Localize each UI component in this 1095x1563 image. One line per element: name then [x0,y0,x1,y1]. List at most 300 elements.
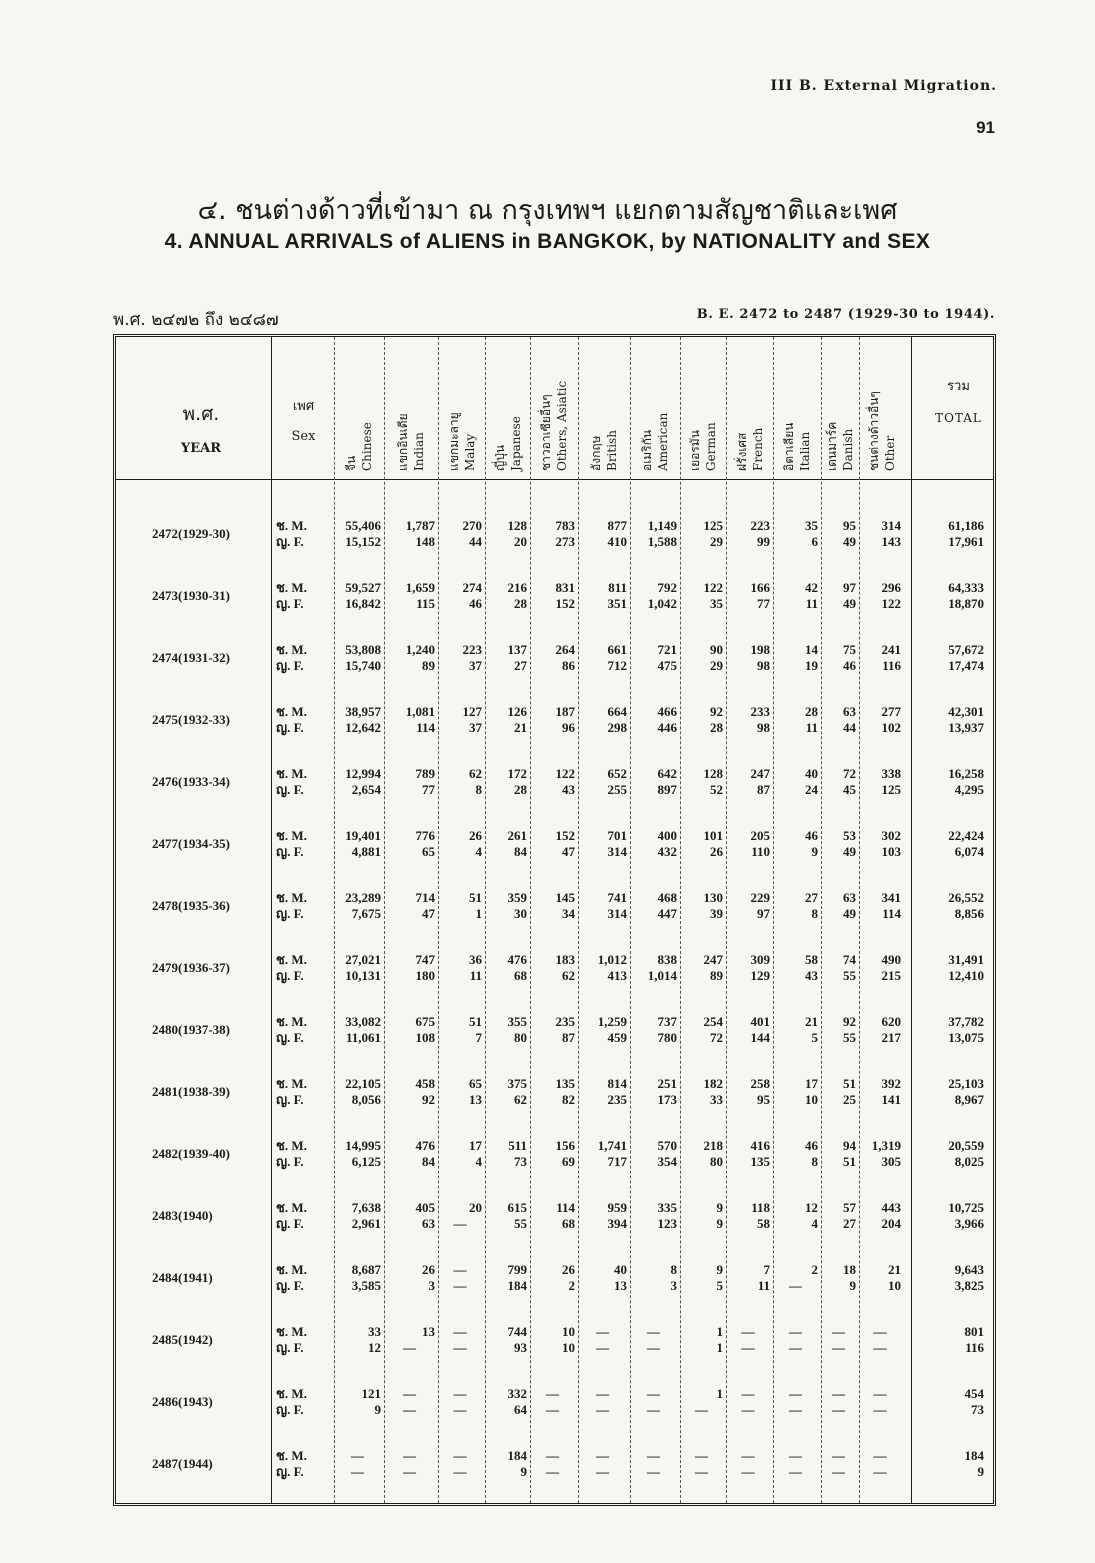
value-female: 46 [843,658,856,673]
value-male: 1 [716,1386,723,1401]
data-cell [384,580,435,612]
value-male: 63 [843,704,856,719]
value-male: 31,491 [948,952,984,967]
value-female: 712 [607,658,627,673]
value-female: — [741,1340,755,1355]
data-cell [578,1324,627,1356]
value-female: 37 [469,658,482,673]
value-male: 28 [805,704,818,719]
value-female: — [596,1402,609,1417]
value-male: 8,687 [351,1262,381,1277]
data-cell [726,518,770,550]
data-cell [680,1014,723,1046]
value-female: 8 [811,1154,818,1169]
data-cell [821,518,856,550]
value-female: 86 [562,658,575,673]
value-female: 3,585 [351,1278,381,1293]
value-male: 72 [843,766,856,781]
column-header [384,347,438,471]
page-number: 91 [976,118,995,137]
data-cell [384,1014,435,1046]
value-male: 95 [843,518,856,533]
data-cell [578,1262,627,1294]
sex-label-female: ญ. F. [276,968,304,983]
data-cell [726,1014,770,1046]
value-female: — [695,1464,708,1479]
table-row [116,1076,993,1108]
value-female: 65 [422,844,435,859]
value-female: 102 [881,720,901,735]
data-cell [334,1138,381,1170]
year-be: 2473 [152,588,178,603]
value-female: 87 [757,782,770,797]
data-cell [438,1014,482,1046]
table-row [116,952,993,984]
value-female: 45 [843,782,856,797]
value-female: 235 [607,1092,627,1107]
sex-cell [276,890,336,922]
total-cell [916,1014,984,1046]
value-male: — [647,1324,660,1339]
data-cell [726,704,770,736]
table-header [116,337,993,480]
value-female: — [647,1464,660,1479]
data-cell [530,890,575,922]
total-cell [916,1386,984,1418]
data-cell [726,828,770,860]
data-cell [384,828,435,860]
data-cell [334,1200,381,1232]
table-row [116,1014,993,1046]
value-male: — [546,1386,559,1401]
value-female: 8,967 [954,1092,984,1107]
value-female: 354 [657,1154,677,1169]
value-male: 74 [843,952,856,967]
value-male: — [647,1386,660,1401]
value-female: 19 [805,658,818,673]
value-male: — [596,1324,609,1339]
value-male: 744 [507,1324,527,1339]
data-cell [773,952,818,984]
data-cell [821,580,856,612]
column-header [578,347,630,471]
value-male: 62 [469,766,482,781]
value-female: — [832,1340,845,1355]
data-cell [334,1076,381,1108]
value-female: 1 [475,906,482,921]
sex-label-male: ช. M. [276,1324,307,1339]
total-cell [916,518,984,550]
data-cell [773,1324,818,1356]
column-header-english: Others, Asiatic [555,380,569,471]
sex-label-female: ญ. F. [276,844,304,859]
value-male: 46 [805,1138,818,1153]
value-female: 73 [971,1402,984,1417]
year-ce: (1931-32) [178,650,230,665]
value-female: 13 [614,1278,627,1293]
data-cell [680,580,723,612]
value-male: — [741,1386,755,1401]
data-cell [821,952,856,984]
value-female: — [789,1402,802,1417]
data-cell [773,518,818,550]
data-cell [485,1448,527,1480]
value-male: 21 [888,1262,901,1277]
data-cell [578,1200,627,1232]
data-cell [859,828,901,860]
data-cell [530,952,575,984]
data-cell [578,1076,627,1108]
value-female: 12,410 [948,968,984,983]
column-header-thai: อิตาเลียน [782,422,796,471]
value-male: 130 [703,890,723,905]
value-male: 1,319 [871,1138,901,1153]
value-male: — [873,1324,887,1339]
value-male: 2 [811,1262,818,1277]
value-male: 9 [716,1262,723,1277]
year-be: 2485 [152,1332,178,1347]
data-cell [859,704,901,736]
sex-cell [276,580,336,612]
data-cell [485,890,527,922]
value-female: 98 [757,658,770,673]
value-female: 4 [475,844,482,859]
data-cell [773,1014,818,1046]
value-female: 96 [562,720,575,735]
year-be: 2481 [152,1084,178,1099]
value-male: 309 [750,952,770,967]
data-cell [384,890,435,922]
value-female: 44 [843,720,856,735]
title-english: 4. ANNUAL ARRIVALS of ALIENS in BANGKOK, by NATIONALITY and SEX [164,230,931,253]
table-row [116,828,993,860]
data-cell [773,1138,818,1170]
year-ce: (1939-40) [178,1146,230,1161]
sex-cell [276,952,336,984]
value-male: 476 [415,1138,435,1153]
value-female: 717 [607,1154,627,1169]
value-female: — [596,1340,609,1355]
value-male: 392 [881,1076,901,1091]
value-female: 7,675 [351,906,381,921]
data-cell [530,1386,575,1418]
value-female: 27 [514,658,527,673]
value-male: 128 [507,518,527,533]
data-cell [821,1138,856,1170]
data-cell [578,952,627,984]
data-cell [384,952,435,984]
data-cell [438,1448,482,1480]
value-female: 15,740 [345,658,381,673]
value-male: 23,289 [345,890,381,905]
value-female: 72 [710,1030,723,1045]
year-ce: (1935-36) [178,898,230,913]
value-female: — [596,1464,609,1479]
value-female: 141 [881,1092,901,1107]
year-cell [134,960,230,976]
value-female: — [873,1340,887,1355]
value-female: — [546,1464,559,1479]
value-female: 204 [881,1216,901,1231]
year-be: 2472 [152,526,178,541]
year-ce: (1940) [178,1208,213,1223]
column-header-english: German [704,422,718,471]
data-cell [578,1014,627,1046]
value-male: 59,527 [345,580,381,595]
total-cell [916,1138,984,1170]
value-male: 811 [608,580,627,595]
value-female: 9 [716,1216,723,1231]
column-header-thai: เดนมาร์ค [825,421,839,471]
value-male: 652 [607,766,627,781]
value-male: 355 [507,1014,527,1029]
value-male: 75 [843,642,856,657]
year-ce: (1930-31) [178,588,230,603]
data-cell [438,1200,482,1232]
value-female: 17,961 [948,534,984,549]
value-male: 92 [843,1014,856,1029]
value-female: 11,061 [345,1030,381,1045]
data-cell [485,952,527,984]
value-female: 4,295 [954,782,984,797]
data-cell [530,1076,575,1108]
year-be: 2486 [152,1394,178,1409]
value-male: 254 [703,1014,723,1029]
data-cell [726,766,770,798]
value-male: 789 [415,766,435,781]
year-cell [134,774,230,790]
value-female: 34 [562,906,575,921]
value-female: 92 [422,1092,435,1107]
data-cell [821,1076,856,1108]
data-cell [821,704,856,736]
data-cell [821,1200,856,1232]
value-female: — [789,1464,802,1479]
data-cell [384,1386,435,1418]
data-cell [726,952,770,984]
value-male: — [596,1386,609,1401]
year-cell [134,526,230,542]
sex-cell [276,1014,336,1046]
value-female: 43 [805,968,818,983]
value-male: — [832,1324,845,1339]
value-male: 714 [415,890,435,905]
data-cell [578,1448,627,1480]
data-cell [485,642,527,674]
value-female: 13 [469,1092,482,1107]
value-male: 338 [881,766,901,781]
data-cell [334,890,381,922]
data-cell [530,1138,575,1170]
value-female: 5 [811,1030,818,1045]
value-male: 277 [881,704,901,719]
value-female: 305 [881,1154,901,1169]
table-row [116,642,993,674]
value-female: 47 [422,906,435,921]
value-male: 466 [657,704,677,719]
value-female: 3 [428,1278,435,1293]
value-male: 184 [507,1448,527,1463]
value-female: 8 [811,906,818,921]
value-female: — [832,1402,845,1417]
year-ce: (1943) [178,1394,213,1409]
value-male: 1,149 [647,518,677,533]
value-male: — [873,1448,887,1463]
value-male: 661 [607,642,627,657]
value-female: 2,654 [351,782,381,797]
value-female: 33 [710,1092,723,1107]
year-be: 2484 [152,1270,178,1285]
value-female: 69 [562,1154,575,1169]
data-cell [726,1324,770,1356]
data-cell [859,766,901,798]
data-cell [859,1138,901,1170]
value-male: 1,081 [405,704,435,719]
value-male: 229 [750,890,770,905]
data-cell [680,1200,723,1232]
data-cell [485,1076,527,1108]
column-header-english: Chinese [360,422,374,471]
value-female: — [832,1464,845,1479]
data-cell [630,952,677,984]
year-be: 2479 [152,960,178,975]
value-male: 799 [507,1262,527,1277]
data-cell [821,642,856,674]
value-female: — [403,1402,416,1417]
total-cell [916,1076,984,1108]
value-male: 127 [462,704,482,719]
data-cell [859,890,901,922]
value-female: 68 [562,1216,575,1231]
data-cell [859,1386,901,1418]
data-cell [438,580,482,612]
value-male: 416 [750,1138,770,1153]
data-cell [578,1386,627,1418]
value-male: 443 [881,1200,901,1215]
value-female: 21 [514,720,527,735]
value-female: — [403,1464,416,1479]
value-female: 43 [562,782,575,797]
value-female: 28 [514,782,527,797]
year-cell [134,712,230,728]
value-female: 8,856 [954,906,984,921]
total-cell [916,1200,984,1232]
value-male: 233 [750,704,770,719]
value-male: 21 [805,1014,818,1029]
year-cell [134,836,230,852]
data-cell [438,1138,482,1170]
value-male: 51 [469,890,482,905]
data-cell [578,580,627,612]
data-cell [859,1324,901,1356]
data-cell [630,704,677,736]
column-header-thai: แขกมะลายู [446,412,461,471]
year-cell [134,1084,230,1100]
value-female: 9 [849,1278,856,1293]
value-female: 49 [843,906,856,921]
value-female: 144 [750,1030,770,1045]
value-male: 27 [805,890,818,905]
year-header-thai: พ.ศ. [182,403,220,425]
data-cell [438,828,482,860]
value-male: 55,406 [345,518,381,533]
data-cell [859,642,901,674]
data-cell [578,1138,627,1170]
data-cell [680,1138,723,1170]
data-cell [438,952,482,984]
sex-label-male: ช. M. [276,518,307,533]
value-male: 776 [415,828,435,843]
value-male: — [741,1448,755,1463]
value-female: 80 [514,1030,527,1045]
sex-label-female: ญ. F. [276,1340,304,1355]
value-female: 475 [657,658,677,673]
data-cell [726,1138,770,1170]
value-female: 1,588 [647,534,677,549]
value-female: — [351,1464,364,1479]
value-male: 405 [415,1200,435,1215]
sex-label-female: ญ. F. [276,720,304,735]
total-cell [916,952,984,984]
value-male: 114 [556,1200,575,1215]
column-header-thai: อังกฤษ [589,435,603,471]
value-female: 11 [805,720,818,735]
value-male: — [453,1386,467,1401]
data-cell [334,952,381,984]
value-male: 747 [415,952,435,967]
year-ce: (1944) [178,1456,213,1471]
data-cell [821,890,856,922]
value-female: 28 [710,720,723,735]
data-cell [530,1324,575,1356]
data-cell [530,828,575,860]
data-cell [485,704,527,736]
value-female: 39 [710,906,723,921]
value-male: 490 [881,952,901,967]
value-female: 64 [514,1402,527,1417]
value-male: 959 [607,1200,627,1215]
value-female: — [453,1402,467,1417]
data-cell [630,890,677,922]
value-female: 1 [716,1340,723,1355]
value-female: — [789,1340,802,1355]
sex-label-female: ญ. F. [276,596,304,611]
value-female: 5 [716,1278,723,1293]
value-male: 302 [881,828,901,843]
value-male: 51 [469,1014,482,1029]
subtitle-thai: พ.ศ. ๒๔๗๒ ถึง ๒๔๘๗ [113,310,279,330]
year-ce: (1936-37) [178,960,230,975]
value-male: 721 [657,642,677,657]
data-cell [334,1448,381,1480]
value-male: 264 [555,642,575,657]
value-male: — [647,1448,660,1463]
column-header-english: Japanese [508,416,523,471]
value-female: 148 [415,534,435,549]
data-cell [334,1262,381,1294]
column-header [726,347,773,471]
sex-cell [276,1386,336,1418]
data-cell [630,580,677,612]
data-cell [630,828,677,860]
value-male: 14 [805,642,818,657]
data-cell [578,828,627,860]
value-female: — [453,1340,467,1355]
value-female: 446 [657,720,677,735]
value-male: 58 [805,952,818,967]
data-cell [630,1262,677,1294]
data-cell [334,828,381,860]
